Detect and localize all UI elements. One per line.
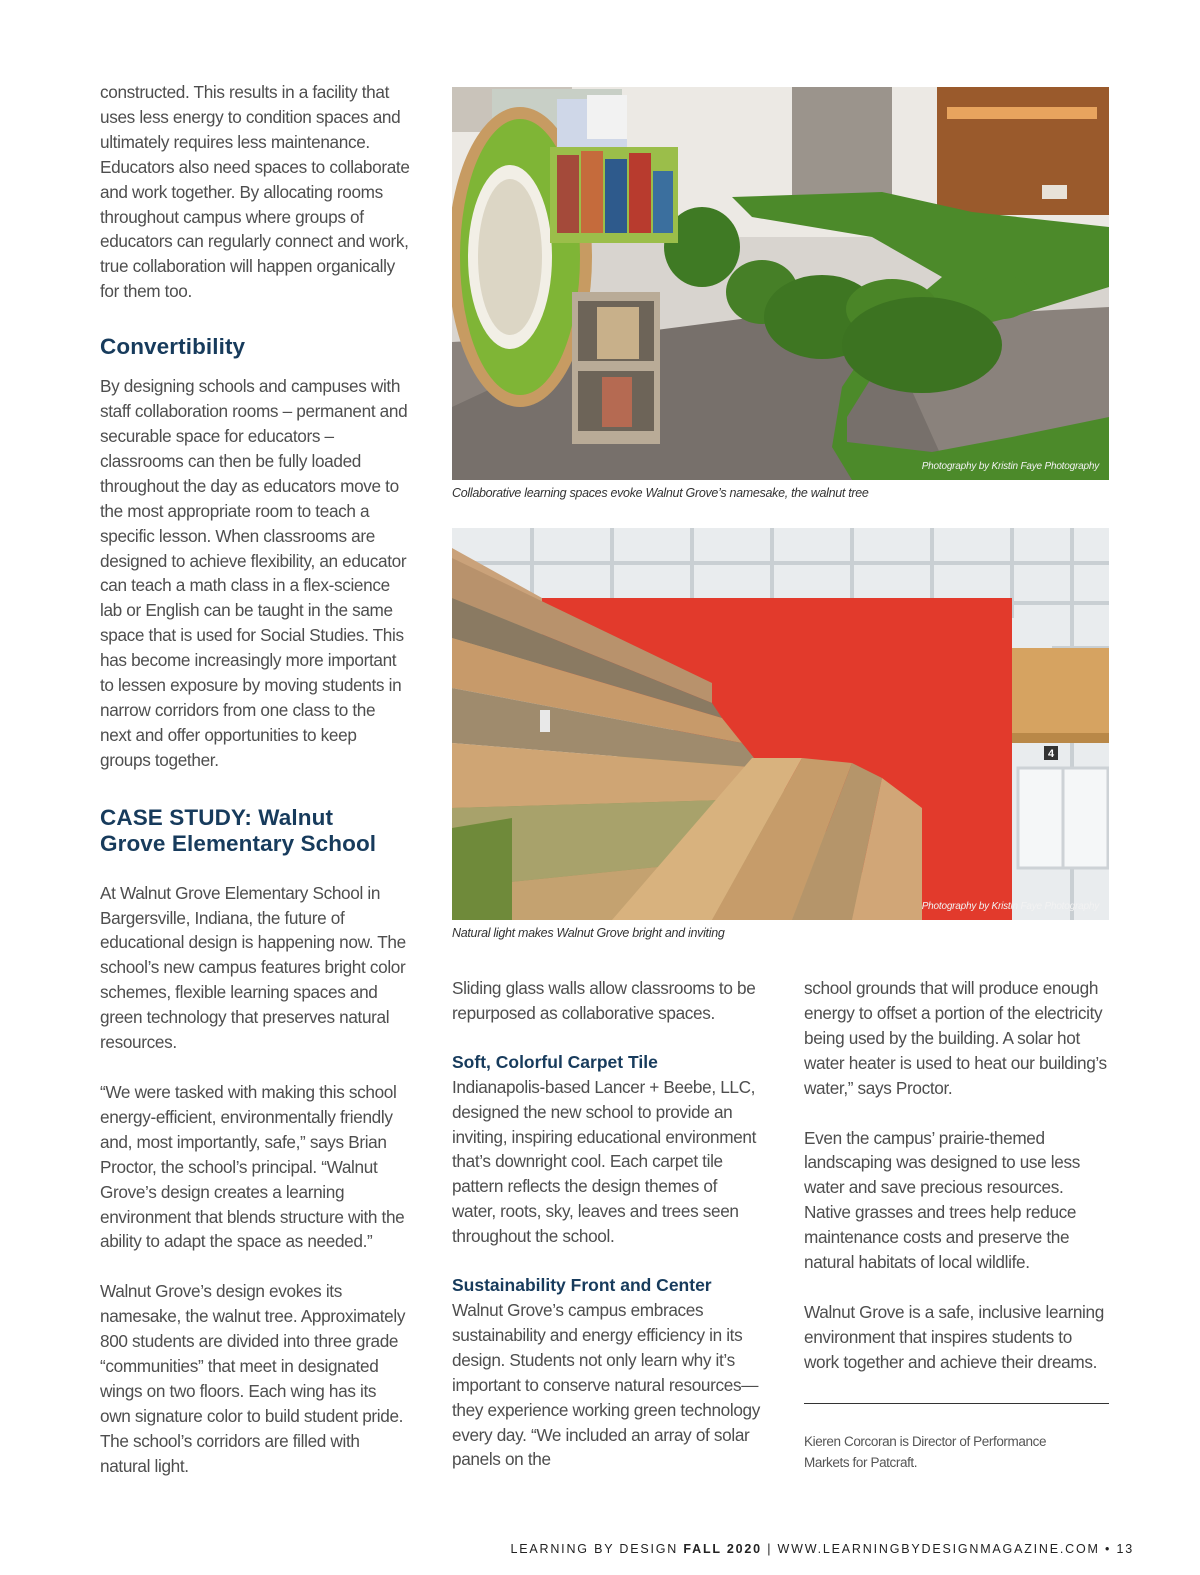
middle-column [452,976,762,1472]
footer-separator: | [767,1542,773,1556]
learning-space-illustration [452,87,1109,480]
right-paragraph-1: school grounds that will produce enough energy to offset a portion of the electricity being used by the building. A solar hot water heater is used to heat our building’s water,” says Proctor. [804,978,1107,1098]
case-study-paragraph-2: “We were tasked with making this school energy-efficient, environmentally friendly and, most importantly, safe,” says Brian Proctor, the school’s principal. “Walnut Grove’s design creates a learning environment that blends structure with the ability to adapt the space as needed.” [100,1082,405,1252]
footer-website[interactable]: WWW.LEARNINGBYDESIGNMAGAZINE.COM [777,1542,1100,1556]
bleachers-illustration [452,528,1109,920]
middle-paragraph-1: Sliding glass walls allow classrooms to be repurposed as collaborative spaces. [452,978,756,1023]
sustainability-heading: Sustainability Front and Center [452,1275,712,1296]
footer-bullet: • [1105,1542,1112,1556]
case-study-paragraph-1: At Walnut Grove Elementary School in Bargersville, Indiana, the future of educational design is happening now. The school’s new campus features bright color schemes, flexible learning spaces and green technology that preserves natural resources. [100,882,406,1053]
case-study-heading [100,805,410,857]
case-study-heading-line2: Grove Elementary School [100,830,377,856]
case-study-paragraph-3: Walnut Grove’s design evokes its namesake, the walnut tree. Approximately 800 students are divided into three grade “communities” that meet in designated wings on two floors. Each wing has its own signature color to build student pride. The school’s corridors are filled with natural light. [100,1281,406,1476]
door-number: 4 [1047,748,1055,760]
photo1-caption: Collaborative learning spaces evoke Walnut Grove’s namesake, the walnut tree [452,486,869,500]
intro-paragraph: constructed. This results in a facility that uses less energy to condition spaces and ultimately requires less maintenance. Educators also need spaces to collaborate and work together. By allocating rooms throughout campus where groups of educators can regularly connect and work, true collaboration will happen organically for them too. [100,82,410,302]
page-number: 13 [1116,1542,1134,1556]
photo-learning-space [452,87,1109,480]
footer-issue: FALL 2020 [683,1542,762,1556]
page-footer [511,1542,1135,1556]
convertibility-heading: Convertibility [100,334,246,360]
photo2-caption: Natural light makes Walnut Grove bright and inviting [452,926,725,940]
carpet-paragraph: Indianapolis-based Lancer + Beebe, LLC, designed the new school to provide an inviting, inspiring educational environment that’s downright cool. Each carpet tile pattern reflects the design themes of water, roots, sky, leaves and trees seen throughout the school. [452,1076,757,1247]
case-study-heading-line1: CASE STUDY: Walnut [100,804,334,830]
right-paragraph-2: Even the campus’ prairie-themed landscaping was designed to use less water and save precious resources. Native grasses and trees help reduce maintenance costs and preserve the natural habitats of local wildlife. [804,1127,1080,1273]
right-paragraph-3: Walnut Grove is a safe, inclusive learning environment that inspires students to work together and achieve their dreams. [804,1301,1104,1372]
carpet-heading: Soft, Colorful Carpet Tile [452,1051,658,1072]
photo-bleachers [452,528,1109,920]
sustainability-paragraph: Walnut Grove’s campus embraces sustainability and energy efficiency in its design. Students not only learn why it’s important to conserve natural resources—they experience working green technology every day. “We included an array of solar panels on the [452,1299,760,1470]
photo2-credit: Photography by Kristin Faye Photography [921,901,1099,912]
footer-magazine: LEARNING BY DESIGN [510,1542,679,1556]
author-bio: Kieren Corcoran is Director of Performance Markets for Patcraft. [804,1434,1047,1470]
left-column [100,80,410,1479]
photo1-credit: Photography by Kristin Faye Photography [921,461,1099,472]
author-divider [804,1403,1109,1404]
right-column [804,976,1110,1375]
convertibility-paragraph: By designing schools and campuses with staff collaboration rooms – permanent and securable space for educators – classrooms can then be fully loaded throughout the day as educators move to the most appropriate room to teach a specific lesson. When classrooms are designed to achieve flexibility, an educator can teach a math class in a flex-science lab or English can be taught in the same space that is used for Social Studies. This has become increasingly more important to lessen exposure by moving students in narrow corridors from one class to the next and offer opportunities to keep groups together. [100,376,408,770]
